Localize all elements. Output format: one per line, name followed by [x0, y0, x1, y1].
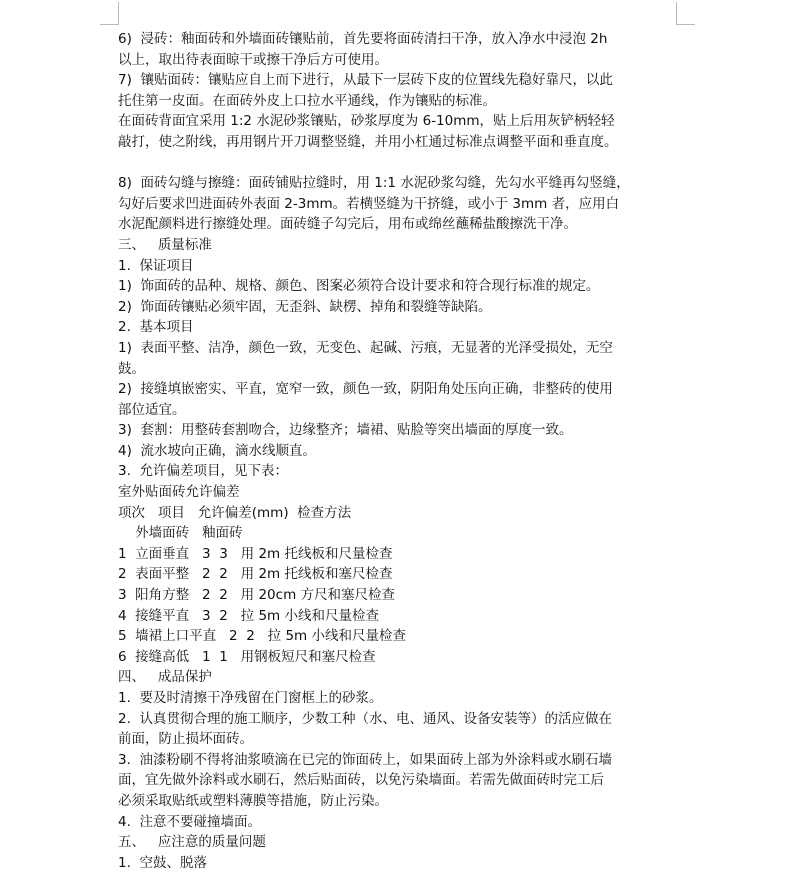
margin-corner-mark-right: [676, 2, 695, 25]
table-header: 项次 项目 允许偏差(mm) 检查方法: [118, 504, 352, 521]
text-line: 在面砖背面宜采用 1:2 水泥砂浆镶贴，砂浆厚度为 6-10mm，贴上后用灰铲柄轻轻: [118, 113, 615, 130]
section-heading: 三、 质量标准: [118, 236, 212, 253]
text-line: 鼓。: [118, 360, 145, 377]
text-line: 8) 面砖勾缝与擦缝：面砖铺贴拉缝时，用 1:1 水泥砂浆勾缝，先勾水平缝再勾竖缝，: [118, 175, 630, 192]
text-line: 2. 认真贯彻合理的施工顺序，少数工种（水、电、通风、设备安装等）的活应做在: [118, 710, 612, 727]
text-line: 1. 要及时清擦干净残留在门窗框上的砂浆。: [118, 690, 383, 706]
table-row: 3 阳角方整 2 2 用 20cm 方尺和塞尺检查: [118, 587, 396, 604]
text-line: 6) 浸砖：釉面砖和外墙面砖镶贴前，首先要将面砖清扫干净，放入净水中浸泡 2h: [118, 31, 608, 47]
text-line: 敲打，使之附线，再用钢片开刀调整竖缝，并用小杠通过标准点调整平面和垂直度。: [118, 133, 618, 150]
text-line: 1) 饰面砖的品种、规格、颜色、图案必须符合设计要求和符合现行标准的规定。: [118, 278, 600, 295]
text-line: 必须采取贴纸或塑料薄膜等措施，防止污染。: [118, 792, 388, 809]
text-line: 面，宜先做外涂料或水刷石，然后贴面砖，以免污染墙面。若需先做面砖时完工后: [118, 772, 604, 789]
text-line: 7) 镶贴面砖：镶贴应自上而下进行，从最下一层砖下皮的位置线先稳好靠尺，以此: [118, 72, 613, 89]
text-line: 4. 注意不要碰撞墙面。: [118, 813, 261, 830]
table-subheader: 外墙面砖 釉面砖: [118, 525, 243, 542]
margin-corner-mark-left: [100, 2, 119, 25]
document-body: [118, 29, 678, 873]
subsection-heading: 3. 允许偏差项目，见下表：: [118, 463, 288, 480]
subsection-heading: 2. 基本项目: [118, 319, 194, 336]
section-heading: 四、 成品保护: [118, 669, 212, 686]
text-line: 以上，取出待表面晾干或擦干净后方可使用。: [118, 51, 388, 68]
table-row: 6 接缝高低 1 1 用钢板短尺和塞尺检查: [118, 648, 376, 665]
table-row: 5 墙裙上口平直 2 2 拉 5m 小线和尺量检查: [118, 628, 407, 645]
text-line: 3) 套割：用整砖套割吻合，边缘整齐；墙裙、贴脸等突出墙面的厚度一致。: [118, 422, 573, 439]
text-line: 水泥配颜料进行擦缝处理。面砖缝子勾完后，用布或绵丝蘸稀盐酸擦洗干净。: [118, 216, 577, 233]
text-line: 2) 接缝填嵌密实、平直，宽窄一致，颜色一致，阴阳角处压向正确，非整砖的使用: [118, 381, 613, 398]
text-line: 4) 流水坡向正确，滴水线顺直。: [118, 442, 316, 459]
text-line: 勾好后要求凹进面砖外表面 2-3mm。若横竖缝为干挤缝，或小于 3mm 者，应用白: [118, 195, 620, 212]
text-line: 前面，防止损坏面砖。: [118, 731, 253, 748]
subsection-heading: 1. 保证项目: [118, 257, 194, 274]
text-line: 部位适宜。: [118, 401, 186, 418]
table-title: 室外贴面砖允许偏差: [118, 484, 240, 501]
subsection-heading: 1. 空鼓、脱落: [118, 854, 207, 871]
text-line: 1) 表面平整、洁净，颜色一致，无变色、起碱、污痕，无显著的光泽受损处，无空: [118, 339, 613, 356]
table-row: 4 接缝平直 3 2 拉 5m 小线和尺量检查: [118, 607, 380, 624]
table-row: 1 立面垂直 3 3 用 2m 托线板和尺量检查: [118, 545, 393, 562]
text-line: 托住第一皮面。在面砖外皮上口拉水平通线，作为镶贴的标准。: [118, 92, 496, 109]
section-heading: 五、 应注意的质量问题: [118, 834, 266, 851]
table-row: 2 表面平整 2 2 用 2m 托线板和塞尺检查: [118, 566, 393, 583]
blank-line: [118, 153, 678, 174]
text-line: 3. 油漆粉刷不得将油浆喷滴在已完的饰面砖上，如果面砖上部为外涂料或水刷石墙: [118, 751, 612, 768]
text-line: 2) 饰面砖镶贴必须牢固，无歪斜、缺楞、掉角和裂缝等缺陷。: [118, 298, 492, 315]
